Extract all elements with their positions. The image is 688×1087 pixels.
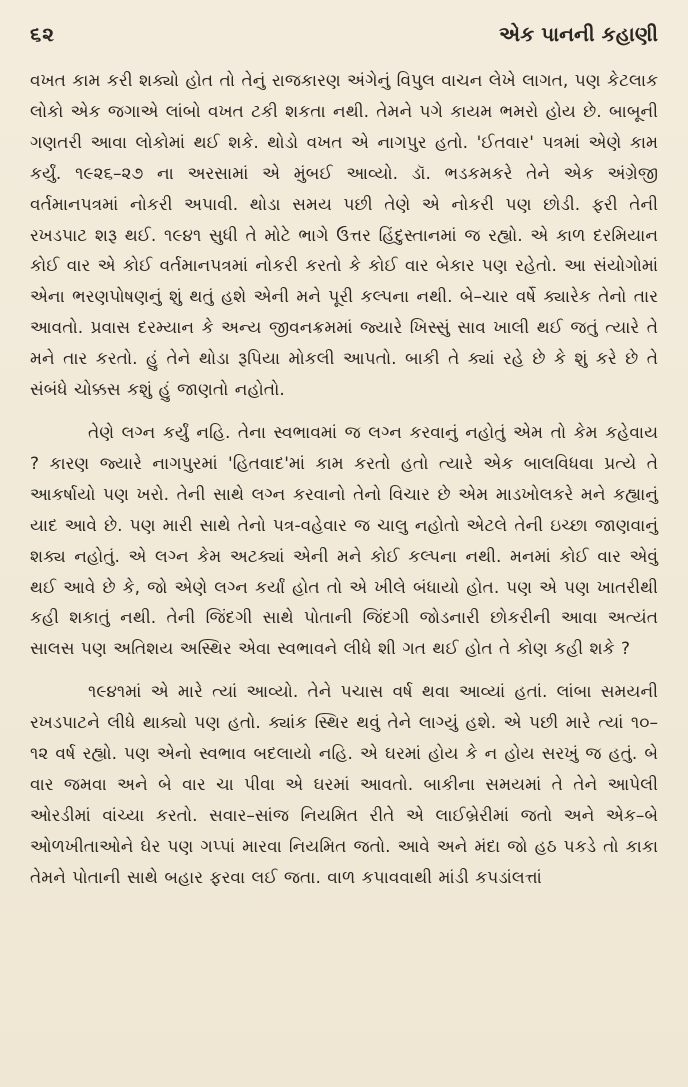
paragraph-3: ૧૯૪૧માં એ મારે ત્યાં આવ્યો. તેને પચાસ વર્ષ થવા આવ્યાં હતાં. લાંબા સમયની રખડપાટને લીધે થાક્યો પણ હતો. ક્યાંક સ્થિર થવું તેને લાગ્યું હશે. એ પછી મારે ત્યાં ૧૦–૧૨ વર્ષ રહ્યો. પણ એનો સ્વભાવ બદલાયો નહિ. એ ઘરમાં હોય કે ન હોય સરખું જ હતું. બે વાર જમવા અને બે વાર ચા પીવા એ ઘરમાં આવતો. બાકીના સમયમાં તે તેને આપેલી ઓરડીમાં વાંચ્યા કરતો. સવાર–સાંજ નિયમિત રીતે એ લાઈબ્રેરીમાં જતો અને એક–બે ઓળખીતાઓને ઘેર પણ ગપ્પાં મારવા નિયમિત જતો. આવે અને મંદા જો હઠ પકડે તો કાકા તેમને પોતાની સાથે બહાર ફરવા લઈ જતા. વાળ કપાવવાથી માંડી કપડાંલત્તાં (30, 682, 658, 888)
page-header (30, 22, 658, 66)
paragraph-2: તેણે લગ્ન કર્યું નહિ. તેના સ્વભાવમાં જ લગ્ન કરવાનું નહોતું એમ તો કેમ કહેવાય ? કારણ જ્યારે નાગપુરમાં 'હિતવાદ'માં કામ કરતો હતો ત્યારે એક બાલવિધવા પ્રત્યે તે આકર્ષાયો પણ ખરો. તેની સાથે લગ્ન કરવાનો તેનો વિચાર છે એમ માડખોલકરે મને કહ્યાનું યાદ આવે છે. પણ મારી સાથે તેનો પત્ર-વહેવાર જ ચાલુ નહોતો એટલે તેની ઇચ્છા જાણવાનું શક્ય નહોતું. એ લગ્ન કેમ અટક્યાં એની મને કોઈ કલ્પના નથી. મનમાં કોઈ વાર એવું થઈ આવે છે કે, જો એણે લગ્ન કર્યાં હોત તો એ ખીલે બંધાયો હોત. પણ એ પણ ખાતરીથી કહી શકાતું નથી. તેની જિંદગી સાથે પોતાની જિંદગી જોડનારી છોકરીની આવા અત્યંત સાલસ પણ અતિશય અસ્થિર એવા સ્વભાવને લીધે શી ગત થઈ હોત તે કોણ કહી શકે ? (30, 422, 658, 660)
page-number: ૬૨ (30, 22, 55, 46)
running-title: એક પાનની કહાણી (499, 22, 658, 46)
paragraph-1: વખત કામ કરી શક્યો હોત તો તેનું રાજકારણ અંગેનું વિપુલ વાચન લેખે લાગત, પણ કેટલાક લોકો એક જગાએ લાંબો વખત ટકી શકતા નથી. તેમને પગે કાયમ ભમરો હોય છે. બાબૂની ગણતરી આવા લોકોમાં થઈ શકે. થોડો વખત એ નાગપુર હતો. 'ઈતવાર' પત્રમાં એણે કામ કર્યું. ૧૯૨૬–૨૭ ના અરસામાં એ મુંબઈ આવ્યો. ડૉ. ભડકમકરે તેને એક અંગ્રેજી વર્તમાનપત્રમાં નોકરી અપાવી. થોડા સમય પછી તેણે એ નોકરી પણ છોડી. ફરી તેની રખડપાટ શરૂ થઈ. ૧૯૪૧ સુધી તે મોટે ભાગે ઉત્તર હિંદુસ્તાનમાં જ રહ્યો. એ કાળ દરમિયાન કોઈ વાર એ કોઈ વર્તમાનપત્રમાં નોકરી કરતો કે કોઈ વાર બેકાર પણ રહેતો. આ સંયોગોમાં એના ભરણપોષણનું શું થતું હશે એની મને પૂરી કલ્પના નથી. બે–ચાર વર્ષે ક્યારેક તેનો તાર આવતો. પ્રવાસ દરમ્યાન કે અન્ય જીવનક્રમમાં જ્યારે ખિસ્સું સાવ ખાલી થઈ જતું ત્યારે તે મને તાર કરતો. હું તેને થોડા રૂપિયા મોકલી આપતો. બાકી તે ક્યાં રહે છે કે શું કરે છે તે સંબંધે ચોક્કસ કશું હું જાણતો નહોતો. (30, 71, 658, 401)
